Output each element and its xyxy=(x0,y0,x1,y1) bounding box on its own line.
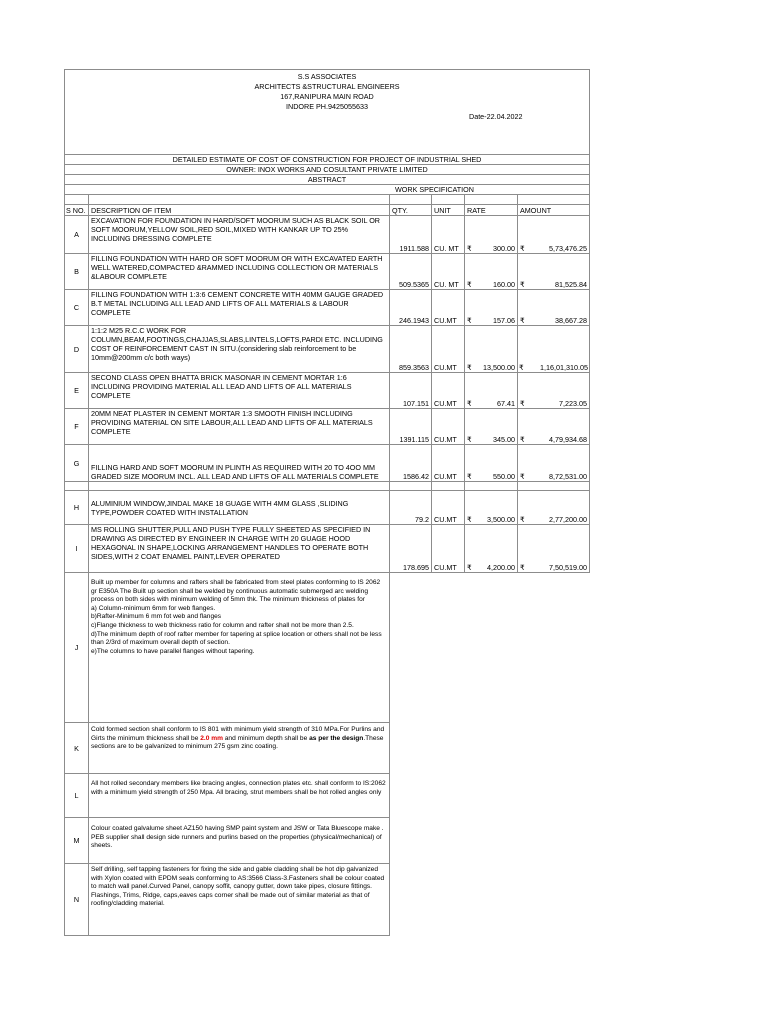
col-unit: UNIT xyxy=(432,205,465,216)
item-rate: 157.06 xyxy=(493,316,515,325)
spec-row xyxy=(65,573,590,723)
item-rate: 300.00 xyxy=(493,244,515,253)
spec-sno: M xyxy=(65,818,89,864)
item-desc: MS ROLLING SHUTTER,PULL AND PUSH TYPE FULLY SHEETED AS SPECIFIED IN DRAWING AS DIRECTED BY ENGINEER IN CHARGE WITH 20 GUAGE HOOD HEXAGONAL IN SHAPE,LOCKING ARRANGEMENT HANDLES TO OPERATE BOTH SIDES,WITH 2 COAT ENAMEL PAINT,LEVER OPERATED xyxy=(89,525,390,573)
col-rate: RATE xyxy=(465,205,518,216)
item-qty: 509.5365 xyxy=(390,254,432,290)
item-desc: FILLING FOUNDATION WITH HARD OR SOFT MOORUM OR WITH EXCAVATED EARTH WELL WATERED,COMPACTED &RAMMED INCLUDING COLLECTION OR MATERIALS &LABOUR COMPLETE xyxy=(89,254,390,290)
company-city-phone: INDORE PH.9425055633 xyxy=(286,102,368,111)
estimate-table xyxy=(64,69,590,936)
item-desc: SECOND CLASS OPEN BHATTA BRICK MASONAR IN CEMENT MORTAR 1:6 INCLUDING PROVIDING MATERIAL ALL LEAD AND LIFTS OF ALL MATERIALS COMPLETE xyxy=(89,373,390,409)
table-row xyxy=(65,290,590,326)
item-sno: F xyxy=(65,409,89,445)
currency-symbol: ₹ xyxy=(467,399,472,408)
spec-sno: N xyxy=(65,864,89,936)
item-unit: CU.MT xyxy=(432,491,465,525)
currency-symbol: ₹ xyxy=(467,472,472,481)
item-unit: CU.MT xyxy=(432,409,465,445)
spec-sno: L xyxy=(65,774,89,818)
col-amount: AMOUNT xyxy=(518,205,590,216)
item-amount: 8,72,531.00 xyxy=(549,472,588,481)
spec-line: c)Flange thickness to web thickness ratio for column and rafter shall not be more than 2.5. xyxy=(91,621,354,629)
currency-symbol: ₹ xyxy=(520,316,525,325)
spec-sno: J xyxy=(65,573,89,723)
item-unit: CU.MT xyxy=(432,326,465,373)
item-amount: 7,223.05 xyxy=(559,399,588,408)
currency-symbol: ₹ xyxy=(520,515,525,524)
item-amount: 5,73,476.25 xyxy=(549,244,588,253)
item-sno: I xyxy=(65,525,89,573)
work-spec-title: WORK SPECIFICATION xyxy=(65,185,590,195)
currency-symbol: ₹ xyxy=(520,563,525,572)
currency-symbol: ₹ xyxy=(467,280,472,289)
company-subtitle: ARCHITECTS &STRUCTURAL ENGINEERS xyxy=(254,82,400,91)
currency-symbol: ₹ xyxy=(520,435,525,444)
owner-title: OWNER: INOX WORKS AND COSULTANT PRIVATE LIMITED xyxy=(65,165,590,175)
item-unit: CU.MT xyxy=(432,445,465,482)
spec-line: Built up member for columns and rafters shall be fabricated from steel plates conforming to IS 2062 gr E350A The Built up section shall be welded by continuous automatic submerged arc welding process on both sides with minimum welding of 5mm thk. The minimum thickness of plates for xyxy=(91,579,381,604)
item-rate: 160.00 xyxy=(493,280,515,289)
item-amount: 4,79,934.68 xyxy=(549,435,588,444)
item-rate: 3,500.00 xyxy=(487,515,515,524)
spec-sno: K xyxy=(65,723,89,774)
currency-symbol: ₹ xyxy=(467,435,472,444)
item-unit: CU.MT xyxy=(432,290,465,326)
item-qty: 246.1943 xyxy=(390,290,432,326)
spec-desc: Cold formed section shall conform to IS 801 with minimum yield strength of 310 MPa.For Purlins and Girts the minimum thickness shall be 2.0 mm and minimum depth shall be as per the design.These sections are to be galvanized to minimum 275 gsm zinc coating. xyxy=(89,723,390,774)
table-row xyxy=(65,445,590,482)
item-qty: 79.2 xyxy=(390,491,432,525)
item-sno: B xyxy=(65,254,89,290)
spec-line: d)The minimum depth of roof rafter member for tapering at splice location or others shall not be less than 2/3rd of maximum overall depth of section. xyxy=(91,630,382,647)
col-qty: QTY. xyxy=(390,205,432,216)
item-qty: 859.3563 xyxy=(390,326,432,373)
spec-line: e)The columns to have parallel flanges without tapering. xyxy=(91,647,255,655)
item-desc: 20MM NEAT PLASTER IN CEMENT MORTAR 1:3 SMOOTH FINISH INCLUDING PROVIDING MATERIAL ON SITE LABOUR,ALL LEAD AND LIFTS OF ALL MATERIALS COMPLETE xyxy=(89,409,390,445)
item-desc: FILLING HARD AND SOFT MOORUM IN PLINTH AS REQUIRED WITH 20 TO 4OO MM GRADED SIZE MOORUM INCL. ALL LEAD AND LIFTS OF ALL MATERIALS COMPLETE xyxy=(89,445,390,482)
item-desc: FILLING FOUNDATION WITH 1:3:6 CEMENT CONCRETE WITH 40MM GAUGE GRADED B.T METAL INCLUDING ALL LEAD AND LIFTS OF ALL MATERIALS & LABOUR COMPLETE xyxy=(89,290,390,326)
currency-symbol: ₹ xyxy=(520,472,525,481)
column-header-row xyxy=(65,205,590,216)
currency-symbol: ₹ xyxy=(520,280,525,289)
spec-desc: Colour coated galvalume sheet AZ150 having SMP paint system and JSW or Tata Bluescope make . PEB supplier shall design side runners and purlins based on the properties (physical/mechanical) of sheets. xyxy=(89,818,390,864)
item-sno: A xyxy=(65,216,89,254)
company-address: 167,RANIPURA MAIN ROAD xyxy=(280,92,374,101)
header-row xyxy=(65,70,590,151)
spec-line: b)Rafter-Minimum 6 mm fot web and flanges xyxy=(91,613,222,621)
item-unit: CU. MT xyxy=(432,254,465,290)
item-sno: C xyxy=(65,290,89,326)
item-desc: 1:1:2 M25 R.C.C WORK FOR COLUMN,BEAM,FOOTINGS,CHAJJAS,SLABS,LINTELS,LOFTS,PARDI ETC. INCLUDING COST OF REINFORCEMENT CAST IN SITU.(considering slab reinforcement to be 10mm@200mm c/c both ways) xyxy=(89,326,390,373)
item-sno: H xyxy=(65,491,89,525)
table-row xyxy=(65,216,590,254)
work-spec-row xyxy=(65,185,590,195)
spec-line: a) Column-minimum 6mm for web flanges. xyxy=(91,604,216,612)
currency-symbol: ₹ xyxy=(467,244,472,253)
table-row xyxy=(65,326,590,373)
item-rate: 4,200.00 xyxy=(487,563,515,572)
table-row xyxy=(65,373,590,409)
table-row xyxy=(65,525,590,573)
spec-desc xyxy=(89,573,390,723)
item-qty: 1911.588 xyxy=(390,216,432,254)
item-desc: ALUMINIUM WINDOW,JINDAL MAKE 18 GUAGE WITH 4MM GLASS ,SLIDING TYPE,POWDER COATED WITH INSTALLATION xyxy=(89,491,390,525)
company-name: S.S ASSOCIATES xyxy=(297,72,357,81)
item-sno: G xyxy=(65,445,89,482)
col-desc: DESCRIPTION OF ITEM xyxy=(89,205,390,216)
item-unit: CU.MT xyxy=(432,373,465,409)
item-rate: 67.41 xyxy=(497,399,515,408)
item-unit: CU.MT xyxy=(432,525,465,573)
currency-symbol: ₹ xyxy=(520,399,525,408)
col-sno: S NO. xyxy=(65,205,89,216)
item-amount: 2,77,200.00 xyxy=(549,515,588,524)
table-row xyxy=(65,491,590,525)
table-row xyxy=(65,254,590,290)
item-rate: 13,500.00 xyxy=(483,363,515,372)
currency-symbol: ₹ xyxy=(520,244,525,253)
item-qty: 178.695 xyxy=(390,525,432,573)
item-amount: 38,667.28 xyxy=(555,316,588,325)
item-rate: 345.00 xyxy=(493,435,515,444)
currency-symbol: ₹ xyxy=(467,563,472,572)
item-sno: D xyxy=(65,326,89,373)
currency-symbol: ₹ xyxy=(519,363,524,372)
estimate-sheet xyxy=(64,69,589,936)
item-qty: 107.151 xyxy=(390,373,432,409)
item-qty: 1391.115 xyxy=(390,409,432,445)
currency-symbol: ₹ xyxy=(467,316,472,325)
item-unit: CU. MT xyxy=(432,216,465,254)
currency-symbol: ₹ xyxy=(467,363,472,372)
abstract-row xyxy=(65,175,590,185)
item-desc: EXCAVATION FOR FOUNDATION IN HARD/SOFT MOORUM SUCH AS BLACK SOIL OR SOFT MOORUM,YELLOW SOIL,RED SOIL,MIXED WITH KANKAR UP TO 25% INCLUDING DRESSING COMPLETE xyxy=(89,216,390,254)
table-row xyxy=(65,409,590,445)
item-rate: 550.00 xyxy=(493,472,515,481)
item-amount: 81,525.84 xyxy=(555,280,588,289)
estimate-title-row xyxy=(65,155,590,165)
currency-symbol: ₹ xyxy=(467,515,472,524)
design-highlight: as per the design xyxy=(309,734,364,742)
thickness-highlight: 2.0 mm xyxy=(200,734,223,742)
blank-row xyxy=(65,195,590,205)
item-amount: 7,50,519.00 xyxy=(549,563,588,572)
item-sno: E xyxy=(65,373,89,409)
blank-row xyxy=(65,482,590,491)
spec-desc: All hot rolled secondary members like bracing angles, connection plates etc. shall conform to IS:2062 with a minimum yield strength of 250 Mpa. All bracing, strut members shall be hot rolled angles only xyxy=(89,774,390,818)
document-date: Date-22.04.2022 xyxy=(469,112,523,121)
spec-desc: Self drilling, self tapping fasteners for fixing the side and gable cladding shall be hot dip galvanized with Xylon coated with EPDM seals conforming to AS:3566 Class-3.Fasteners shall be colour coated to match wall panel.Curved Panel, canopy soffit, canopy gutter, down take pipes, closure fittings. Flashings, Trims, Ridge, caps,eaves caps corner shall be made out of similar material as that of roofing/cladding material. xyxy=(89,864,390,936)
item-amount: 1,16,01,310.05 xyxy=(540,363,589,372)
owner-row xyxy=(65,165,590,175)
estimate-title: DETAILED ESTIMATE OF COST OF CONSTRUCTION FOR PROJECT OF INDUSTRIAL SHED xyxy=(65,155,590,165)
item-qty: 1586.42 xyxy=(390,445,432,482)
abstract-title: ABSTRACT xyxy=(65,175,590,185)
